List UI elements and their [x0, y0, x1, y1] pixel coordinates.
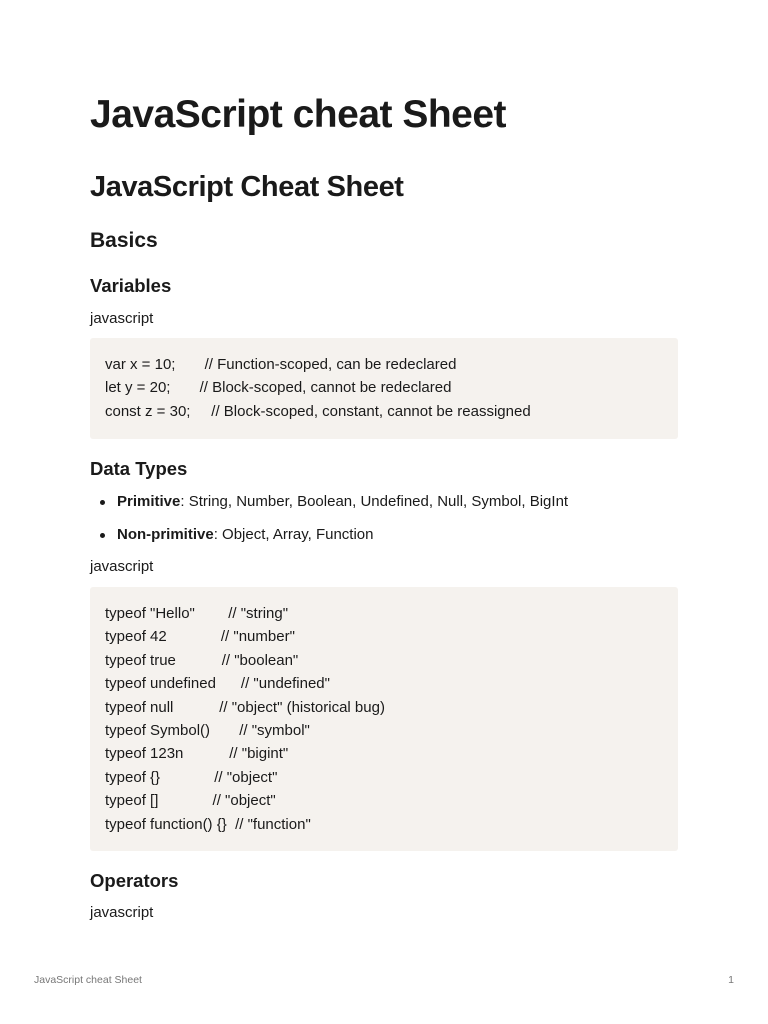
list-item-text: : Object, Array, Function: [213, 526, 374, 543]
list-item: [90, 522, 568, 555]
data-types-list: [90, 489, 568, 555]
footer-page-number: 1: [728, 974, 734, 986]
document-title: JavaScript cheat Sheet: [90, 93, 507, 136]
code-line: typeof 42 // "number": [105, 628, 295, 646]
list-item-term: Primitive: [117, 493, 181, 510]
list-item-text: : String, Number, Boolean, Undefined, Null, Symbol, BigInt: [180, 493, 569, 510]
code-line: const z = 30; // Block-scoped, constant, cannot be reassigned: [105, 402, 531, 420]
code-line: typeof true // "boolean": [105, 651, 299, 669]
footer-document-title: JavaScript cheat Sheet: [34, 974, 142, 986]
list-item: [90, 489, 568, 522]
code-language-label: javascript: [90, 904, 154, 921]
code-block-data-types: [90, 587, 678, 851]
code-line: var x = 10; // Function-scoped, can be redeclared: [105, 356, 457, 373]
code-line: typeof "Hello" // "string": [105, 605, 289, 622]
subsection-heading-data-types: Data Types: [90, 458, 188, 479]
code-line: typeof [] // "object": [105, 792, 276, 810]
code-language-label: javascript: [90, 558, 154, 575]
bullet-icon: [100, 500, 105, 505]
code-line: typeof undefined // "undefined": [105, 675, 330, 693]
code-language-label: javascript: [90, 310, 154, 327]
code-line: typeof 123n // "bigint": [105, 745, 289, 763]
bullet-icon: [100, 533, 105, 538]
code-line: typeof {} // "object": [105, 768, 278, 786]
code-block-variables: [90, 338, 678, 439]
page-heading: JavaScript Cheat Sheet: [90, 171, 404, 203]
list-item-term: Non-primitive: [117, 526, 214, 543]
code-line: typeof function() {} // "function": [105, 815, 311, 833]
code-line: let y = 20; // Block-scoped, cannot be redeclared: [105, 379, 452, 397]
section-heading-basics: Basics: [90, 229, 158, 252]
code-line: typeof null // "object" (historical bug): [105, 698, 385, 716]
subsection-heading-variables: Variables: [90, 275, 172, 296]
code-line: typeof Symbol() // "symbol": [105, 722, 310, 740]
subsection-heading-operators: Operators: [90, 870, 179, 891]
